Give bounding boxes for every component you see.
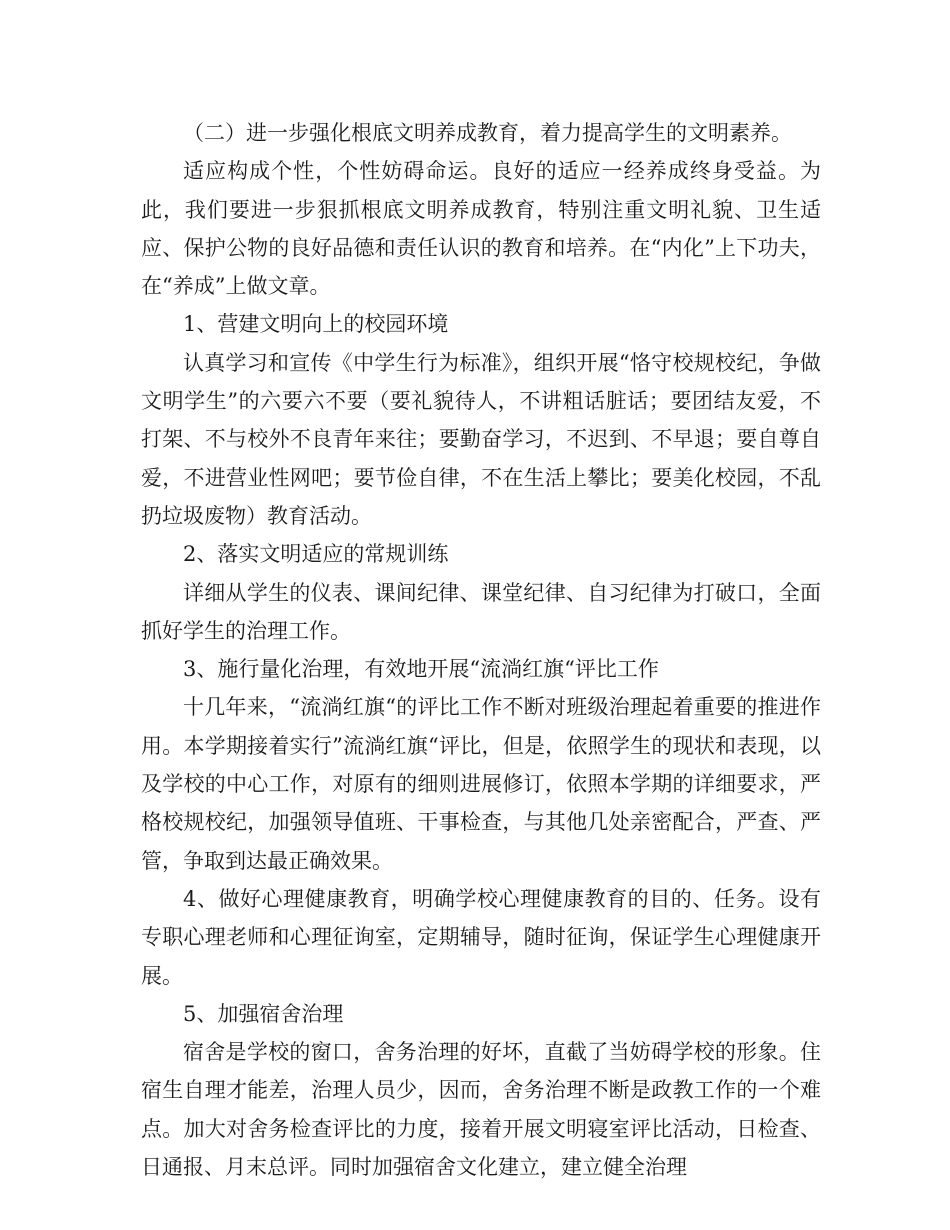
item-heading: 2、落实文明适应的常规训练 bbox=[183, 542, 449, 567]
body-paragraph: 认真学习和宣传《中学生行为标准》，组织开展“恪守校规校纪，争做文明学生”的六要六不要（要礼貌待人，不讲粗话脏话；要团结友爱，不打架、不与校外不良青年来往；要勤奋学习，不迟到、不早退；要自尊自爱，不进营业性网吧；要节俭自律，不在生活上攀比；要美化校园，不乱扔垃圾废物）教育活动。 bbox=[141, 350, 821, 528]
section-heading: （二）进一步强化根底文明养成教育，着力提高学生的文明素养。 bbox=[183, 121, 792, 145]
body-paragraph: 详细从学生的仪表、课间纪律、课堂纪律、自习纪律为打破口，全面抓好学生的治理工作。 bbox=[141, 580, 821, 643]
item-heading: 3、施行量化治理，有效地开展“流淌红旗“评比工作 bbox=[183, 657, 659, 682]
body-paragraph: 宿舍是学校的窗口，舍务治理的好坏，直截了当妨碍学校的形象。住宿生自理才能差，治理人员少，因而，舍务治理不断是政教工作的一个难点。加大对舍务检查评比的力度，接着开展文明寝室评比活动，日检查、日通报、月末总评。同时加强宿舍文化建立，建立健全治理 bbox=[141, 1040, 821, 1180]
item-heading: 1、营建文明向上的校园环境 bbox=[183, 312, 449, 337]
item-heading: 5、加强宿舍治理 bbox=[183, 1001, 344, 1026]
body-paragraph: 适应构成个性，个性妨碍命运。良好的适应一经养成终身受益。为此，我们要进一步狠抓根底文明养成教育，特别注重文明礼貌、卫生适应、保护公物的良好品德和责任认识的教育和培养。在“内化”上下功夫，在“养成”上做文章。 bbox=[141, 159, 821, 299]
body-paragraph: 4、做好心理健康教育，明确学校心理健康教育的目的、任务。设有专职心理老师和心理征询室，定期辅导，随时征询，保证学生心理健康开展。 bbox=[141, 886, 821, 988]
body-paragraph: 十几年来，“流淌红旗“的评比工作不断对班级治理起着重要的推进作用。本学期接着实行”流淌红旗“评比，但是，依照学生的现状和表现，以及学校的中心工作，对原有的细则进展修订，依照本学期的详细要求，严格校规校纪，加强领导值班、干事检查，与其他几处亲密配合，严查、严管，争取到达最正确效果。 bbox=[141, 695, 821, 873]
document-page bbox=[141, 114, 821, 1186]
